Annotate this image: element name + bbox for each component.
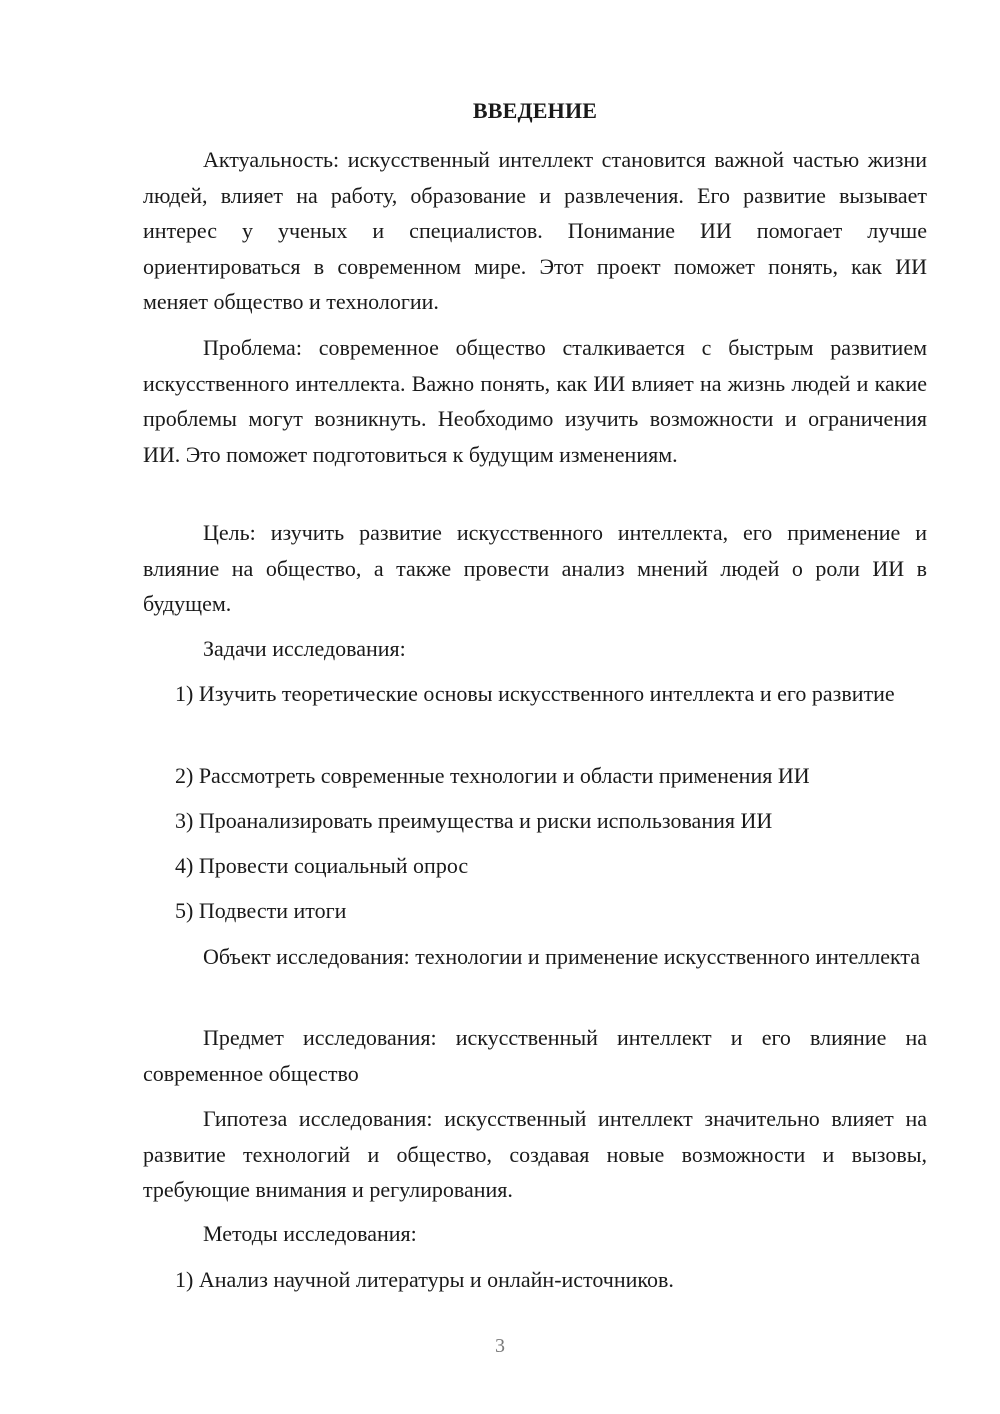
task-item-3: 3) Проанализировать преимущества и риски использования ИИ: [175, 808, 773, 833]
paragraph-relevance: Актуальность: искусственный интеллект становится важной частью жизни людей, влияет на работу, образование и развлечения. Его развитие вызывает интерес у ученых и специалистов. Понимание ИИ помогает лучше ориентироваться в современном мире. Этот проект поможет понять, как ИИ меняет общество и технологии.: [143, 147, 927, 314]
task-item-4: 4) Провести социальный опрос: [175, 853, 469, 878]
task-item-2: 2) Рассмотреть современные технологии и области применения ИИ: [175, 763, 810, 788]
paragraph-tasks-heading: Задачи исследования:: [203, 636, 406, 661]
task-item-1: 1) Изучить теоретические основы искусственного интеллекта и его развитие: [175, 681, 895, 706]
paragraph-subject: Предмет исследования: искусственный интеллект и его влияние на современное общество: [143, 1025, 927, 1086]
paragraph-goal: Цель: изучить развитие искусственного интеллекта, его применение и влияние на общество, а также провести анализ мнений людей о роли ИИ в будущем.: [143, 520, 927, 616]
page-title: ВВЕДЕНИЕ: [472, 98, 598, 123]
page-number: 3: [495, 1335, 505, 1357]
paragraph-hypothesis: Гипотеза исследования: искусственный интеллект значительно влияет на развитие технологий и общество, создавая новые возможности и вызовы, требующие внимания и регулирования.: [143, 1106, 927, 1202]
task-item-5: 5) Подвести итоги: [175, 898, 347, 923]
paragraph-methods-heading: Методы исследования:: [203, 1221, 417, 1246]
paragraph-object: Объект исследования: технологии и применение искусственного интеллекта: [203, 944, 921, 969]
method-item-1: 1) Анализ научной литературы и онлайн-источников.: [175, 1267, 674, 1292]
paragraph-problem: Проблема: современное общество сталкивается с быстрым развитием искусственного интеллекта. Важно понять, как ИИ влияет на жизнь людей и какие проблемы могут возникнуть. Необходимо изучить возможности и ограничения ИИ. Это поможет подготовиться к будущим изменениям.: [143, 335, 927, 467]
